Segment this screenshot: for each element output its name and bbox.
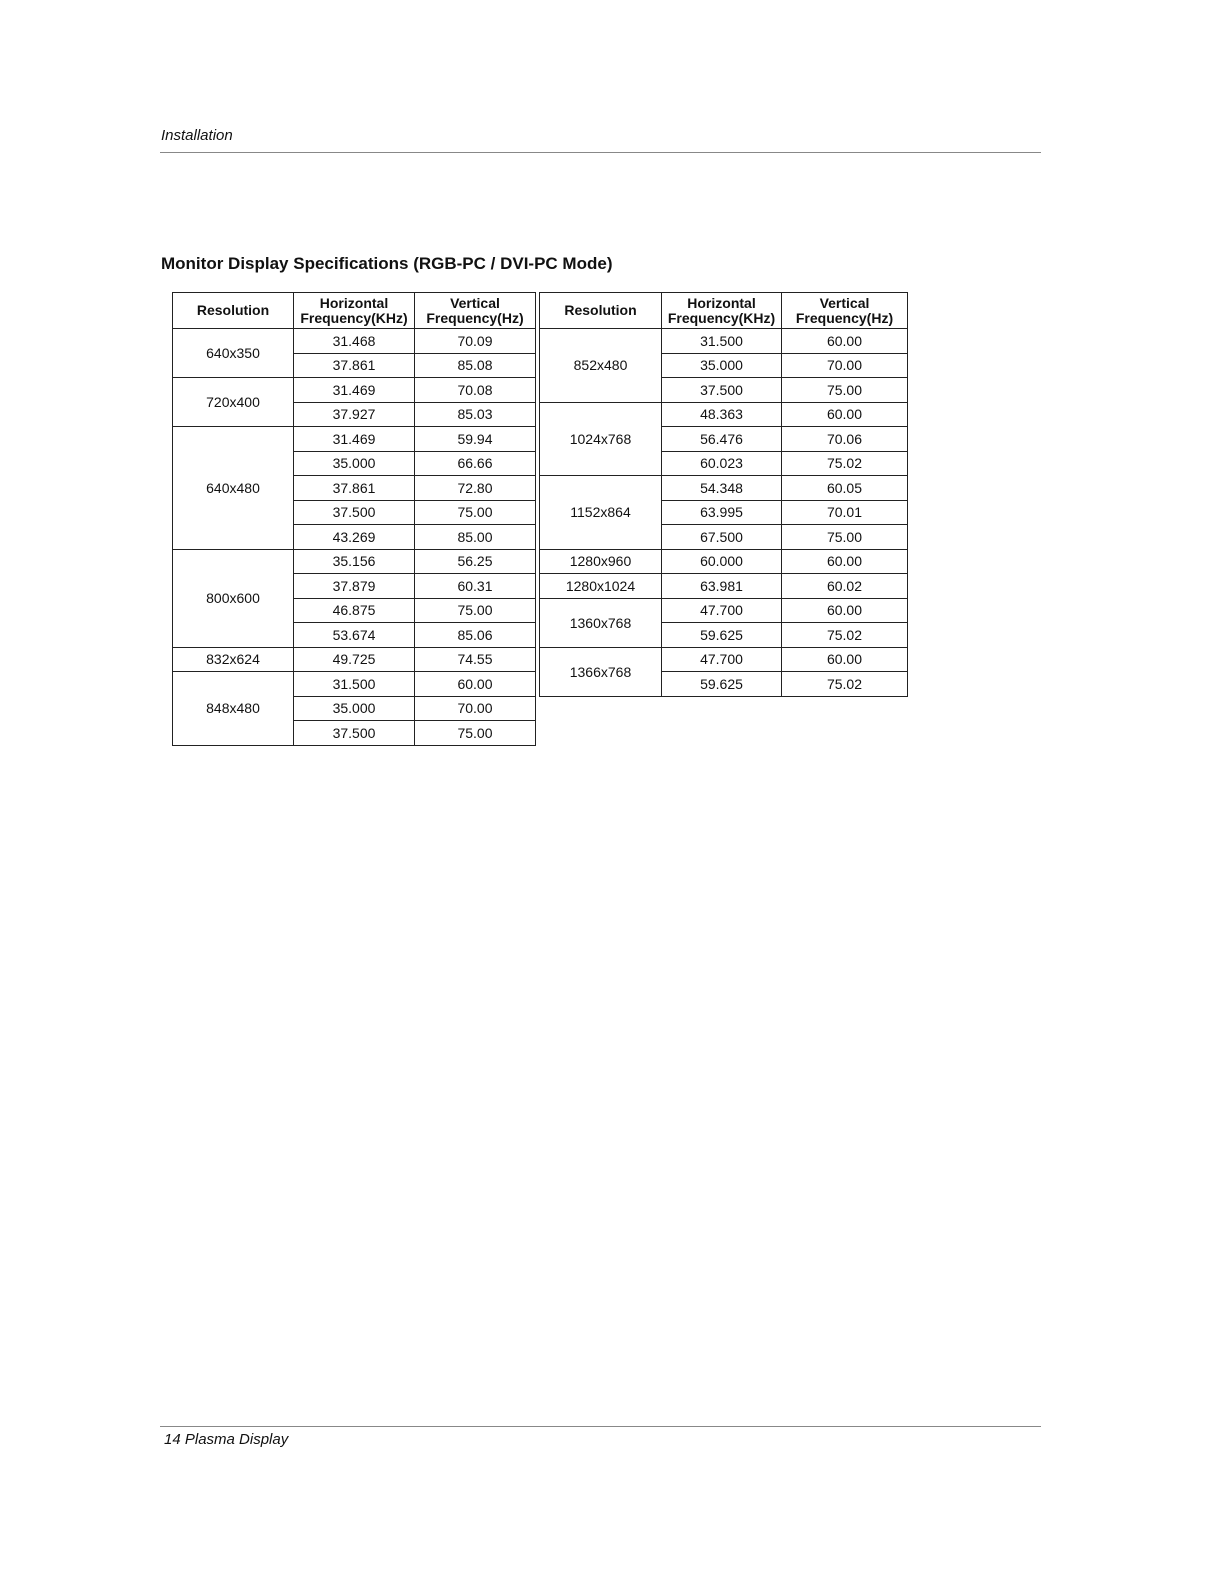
resolution-cell: 800x600 [173,549,294,647]
resolution-cell: 1280x960 [540,549,662,574]
header-line: Vertical [450,294,500,311]
horizontal-frequency-cell: 37.861 [294,353,415,378]
header-line: Frequency(Hz) [426,309,524,326]
horizontal-frequency-cell: 67.500 [662,525,782,550]
header-line: Vertical [819,294,870,311]
horizontal-frequency-cell: 49.725 [294,647,415,672]
header-line: Frequency(KHz) [300,309,408,326]
table-header-row [173,293,536,329]
horizontal-frequency-cell: 63.995 [662,500,782,525]
vertical-frequency-cell: 60.31 [415,574,536,599]
horizontal-frequency-cell: 31.469 [294,378,415,403]
table-row [173,647,536,672]
vertical-frequency-cell: 70.00 [415,696,536,721]
vertical-frequency-cell: 75.02 [782,451,908,476]
resolution-cell: 1280x1024 [540,574,662,599]
header-line: Frequency(Hz) [795,309,894,326]
horizontal-frequency-cell: 59.625 [662,623,782,648]
table-row [540,329,908,354]
table-body [173,329,536,746]
horizontal-frequency-cell: 63.981 [662,574,782,599]
vertical-frequency-cell: 75.02 [782,672,908,697]
resolution-cell: 640x480 [173,427,294,550]
horizontal-frequency-cell: 60.000 [662,549,782,574]
header-line: Horizontal [687,294,756,311]
footer-divider [160,1426,1041,1427]
vertical-frequency-cell: 60.00 [782,647,908,672]
header-line: Horizontal [319,294,389,311]
resolution-cell: 640x350 [173,329,294,378]
horizontal-frequency-cell: 35.000 [294,451,415,476]
horizontal-frequency-cell: 31.500 [294,672,415,697]
vertical-frequency-cell: 60.00 [782,329,908,354]
horizontal-frequency-cell: 56.476 [662,427,782,452]
horizontal-frequency-cell: 53.674 [294,623,415,648]
resolution-cell: 852x480 [540,329,662,403]
horizontal-frequency-cell: 46.875 [294,598,415,623]
table-row [540,402,908,427]
vertical-frequency-cell: 70.09 [415,329,536,354]
vertical-frequency-cell: 85.08 [415,353,536,378]
vertical-frequency-cell: 60.02 [782,574,908,599]
horizontal-frequency-cell: 31.469 [294,427,415,452]
table-row [540,574,908,599]
column-header-horizontal [662,293,782,329]
vertical-frequency-cell: 75.02 [782,623,908,648]
table-row [173,329,536,354]
table-header-row [540,293,908,329]
vertical-frequency-cell: 70.06 [782,427,908,452]
vertical-frequency-cell: 60.00 [415,672,536,697]
table-row [540,549,908,574]
table-row [173,427,536,452]
horizontal-frequency-cell: 54.348 [662,476,782,501]
header-divider [160,152,1041,153]
resolution-cell: 1366x768 [540,647,662,696]
vertical-frequency-cell: 56.25 [415,549,536,574]
header-line: Frequency(KHz) [667,309,776,326]
vertical-frequency-cell: 70.08 [415,378,536,403]
page-footer: 14 Plasma Display [164,1431,289,1448]
vertical-frequency-cell: 75.00 [782,378,908,403]
vertical-frequency-cell: 85.00 [415,525,536,550]
vertical-frequency-cell: 70.00 [782,353,908,378]
vertical-frequency-cell: 60.00 [782,549,908,574]
vertical-frequency-cell: 66.66 [415,451,536,476]
table-row [540,647,908,672]
horizontal-frequency-cell: 60.023 [662,451,782,476]
horizontal-frequency-cell: 37.500 [662,378,782,403]
horizontal-frequency-cell: 47.700 [662,598,782,623]
table-row [540,598,908,623]
vertical-frequency-cell: 75.00 [415,500,536,525]
horizontal-frequency-cell: 37.500 [294,721,415,746]
table-body [540,329,908,697]
spec-table-left [172,292,536,746]
column-header-horizontal [294,293,415,329]
vertical-frequency-cell: 75.00 [782,525,908,550]
table-row [173,672,536,697]
page-title: Monitor Display Specifications (RGB-PC / DVI-PC Mode) [161,254,613,273]
vertical-frequency-cell: 59.94 [415,427,536,452]
vertical-frequency-cell: 85.03 [415,402,536,427]
horizontal-frequency-cell: 37.879 [294,574,415,599]
resolution-cell: 832x624 [173,647,294,672]
horizontal-frequency-cell: 43.269 [294,525,415,550]
vertical-frequency-cell: 60.05 [782,476,908,501]
vertical-frequency-cell: 75.00 [415,721,536,746]
column-header-vertical [782,293,908,329]
resolution-cell: 1152x864 [540,476,662,550]
vertical-frequency-cell: 74.55 [415,647,536,672]
horizontal-frequency-cell: 59.625 [662,672,782,697]
vertical-frequency-cell: 60.00 [782,598,908,623]
column-header-resolution: Resolution [173,293,294,329]
horizontal-frequency-cell: 31.500 [662,329,782,354]
horizontal-frequency-cell: 48.363 [662,402,782,427]
vertical-frequency-cell: 72.80 [415,476,536,501]
horizontal-frequency-cell: 47.700 [662,647,782,672]
horizontal-frequency-cell: 37.927 [294,402,415,427]
horizontal-frequency-cell: 35.156 [294,549,415,574]
table-row [173,378,536,403]
section-header: Installation [161,127,233,144]
horizontal-frequency-cell: 37.500 [294,500,415,525]
vertical-frequency-cell: 85.06 [415,623,536,648]
table-row [540,476,908,501]
table-row [173,549,536,574]
horizontal-frequency-cell: 37.861 [294,476,415,501]
resolution-cell: 720x400 [173,378,294,427]
vertical-frequency-cell: 60.00 [782,402,908,427]
resolution-cell: 848x480 [173,672,294,746]
resolution-cell: 1360x768 [540,598,662,647]
horizontal-frequency-cell: 35.000 [662,353,782,378]
column-header-vertical [415,293,536,329]
vertical-frequency-cell: 75.00 [415,598,536,623]
column-header-resolution: Resolution [540,293,662,329]
spec-table-right [539,292,908,697]
horizontal-frequency-cell: 35.000 [294,696,415,721]
vertical-frequency-cell: 70.01 [782,500,908,525]
resolution-cell: 1024x768 [540,402,662,476]
horizontal-frequency-cell: 31.468 [294,329,415,354]
